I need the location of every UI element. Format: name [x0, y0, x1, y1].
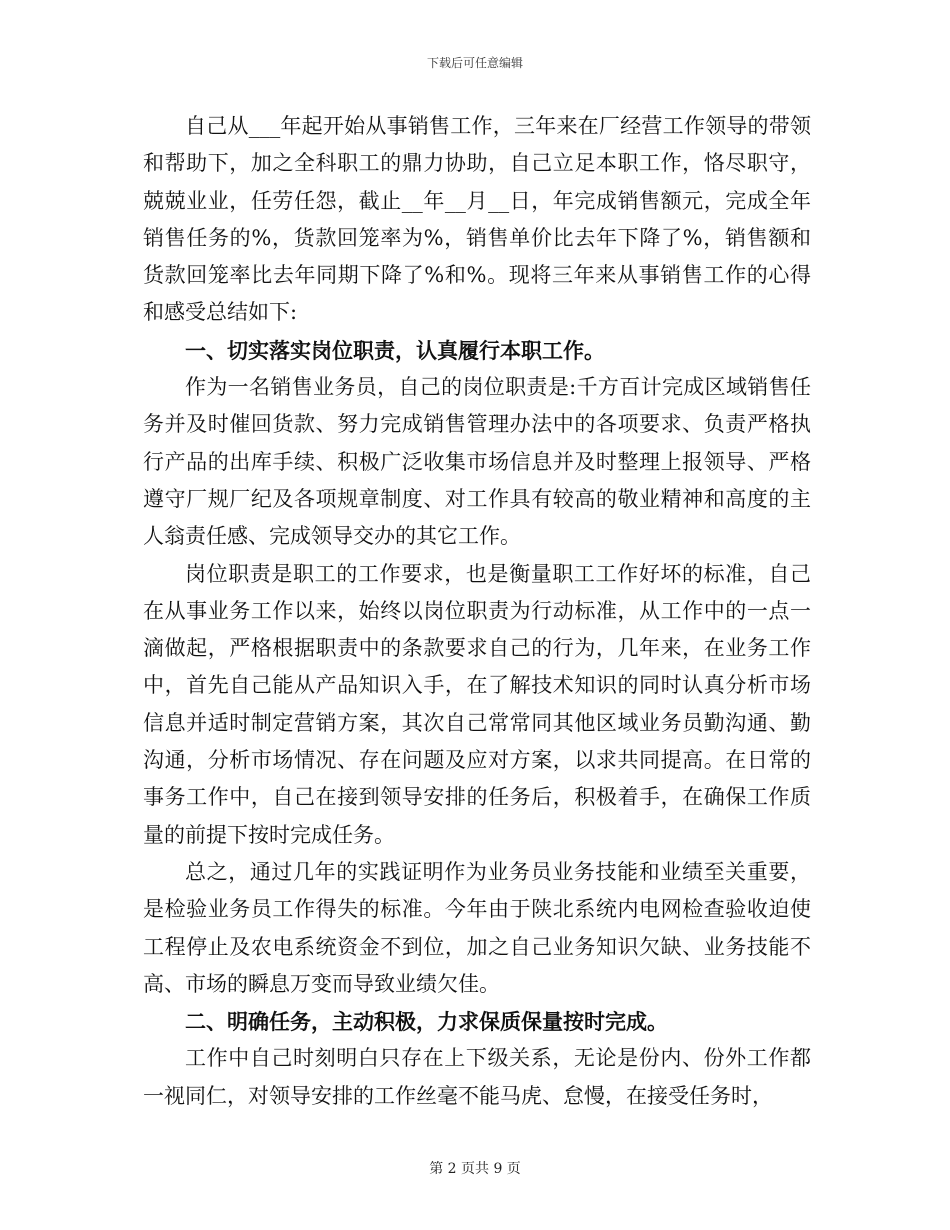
document-body: [143, 108, 811, 1115]
paragraph-summary: 总之，通过几年的实践证明作为业务员业务技能和业绩至关重要，是检验业务员工作得失的标准。今年由于陕北系统内电网检查验收迫使工程停止及农电系统资金不到位，加之自己业务知识欠缺、业务技能不高、市场的瞬息万变而导致业绩欠佳。: [143, 859, 811, 996]
section-heading-1: 一、切实落实岗位职责，认真履行本职工作。: [185, 337, 605, 363]
paragraph-intro: 自己从___年起开始从事销售工作，三年来在厂经营工作领导的带领和帮助下，加之全科职工的鼎力协助，自己立足本职工作，恪尽职守，兢兢业业，任劳任怨，截止__年__月__日，年完成销售额元，完成全年销售任务的%，货款回笼率为%，销售单价比去年下降了%，销售额和货款回笼率比去年同期下降了%和%。现将三年来从事销售工作的心得和感受总结如下:: [143, 114, 811, 325]
paragraph-tasks: 工作中自己时刻明白只存在上下级关系，无论是份内、份外工作都一视同仁，对领导安排的工作丝毫不能马虎、怠慢，在接受任务时，: [143, 1046, 811, 1108]
page-header: 下载后可任意编辑: [426, 56, 523, 70]
section-heading-2: 二、明确任务，主动积极，力求保质保量按时完成。: [185, 1009, 668, 1035]
page-footer: 第 2 页共 9 页: [429, 1161, 521, 1177]
paragraph-duties: 作为一名销售业务员，自己的岗位职责是:千方百计完成区域销售任务并及时催回货款、努力完成销售管理办法中的各项要求、负责严格执行产品的出库手续、积极广泛收集市场信息并及时整理上报领导、严格遵守厂规厂纪及各项规章制度、对工作具有较高的敬业精神和高度的主人翁责任感、完成领导交办的其它工作。: [143, 375, 811, 549]
paragraph-standards: 岗位职责是职工的工作要求，也是衡量职工工作好坏的标准，自己在从事业务工作以来，始终以岗位职责为行动标准，从工作中的一点一滴做起，严格根据职责中的条款要求自己的行为，几年来，在业务工作中，首先自己能从产品知识入手，在了解技术知识的同时认真分析市场信息并适时制定营销方案，其次自己常常同其他区域业务员勤沟通、勤沟通，分析市场情况、存在问题及应对方案，以求共同提高。在日常的事务工作中，自己在接到领导安排的任务后，积极着手，在确保工作质量的前提下按时完成任务。: [143, 561, 811, 847]
